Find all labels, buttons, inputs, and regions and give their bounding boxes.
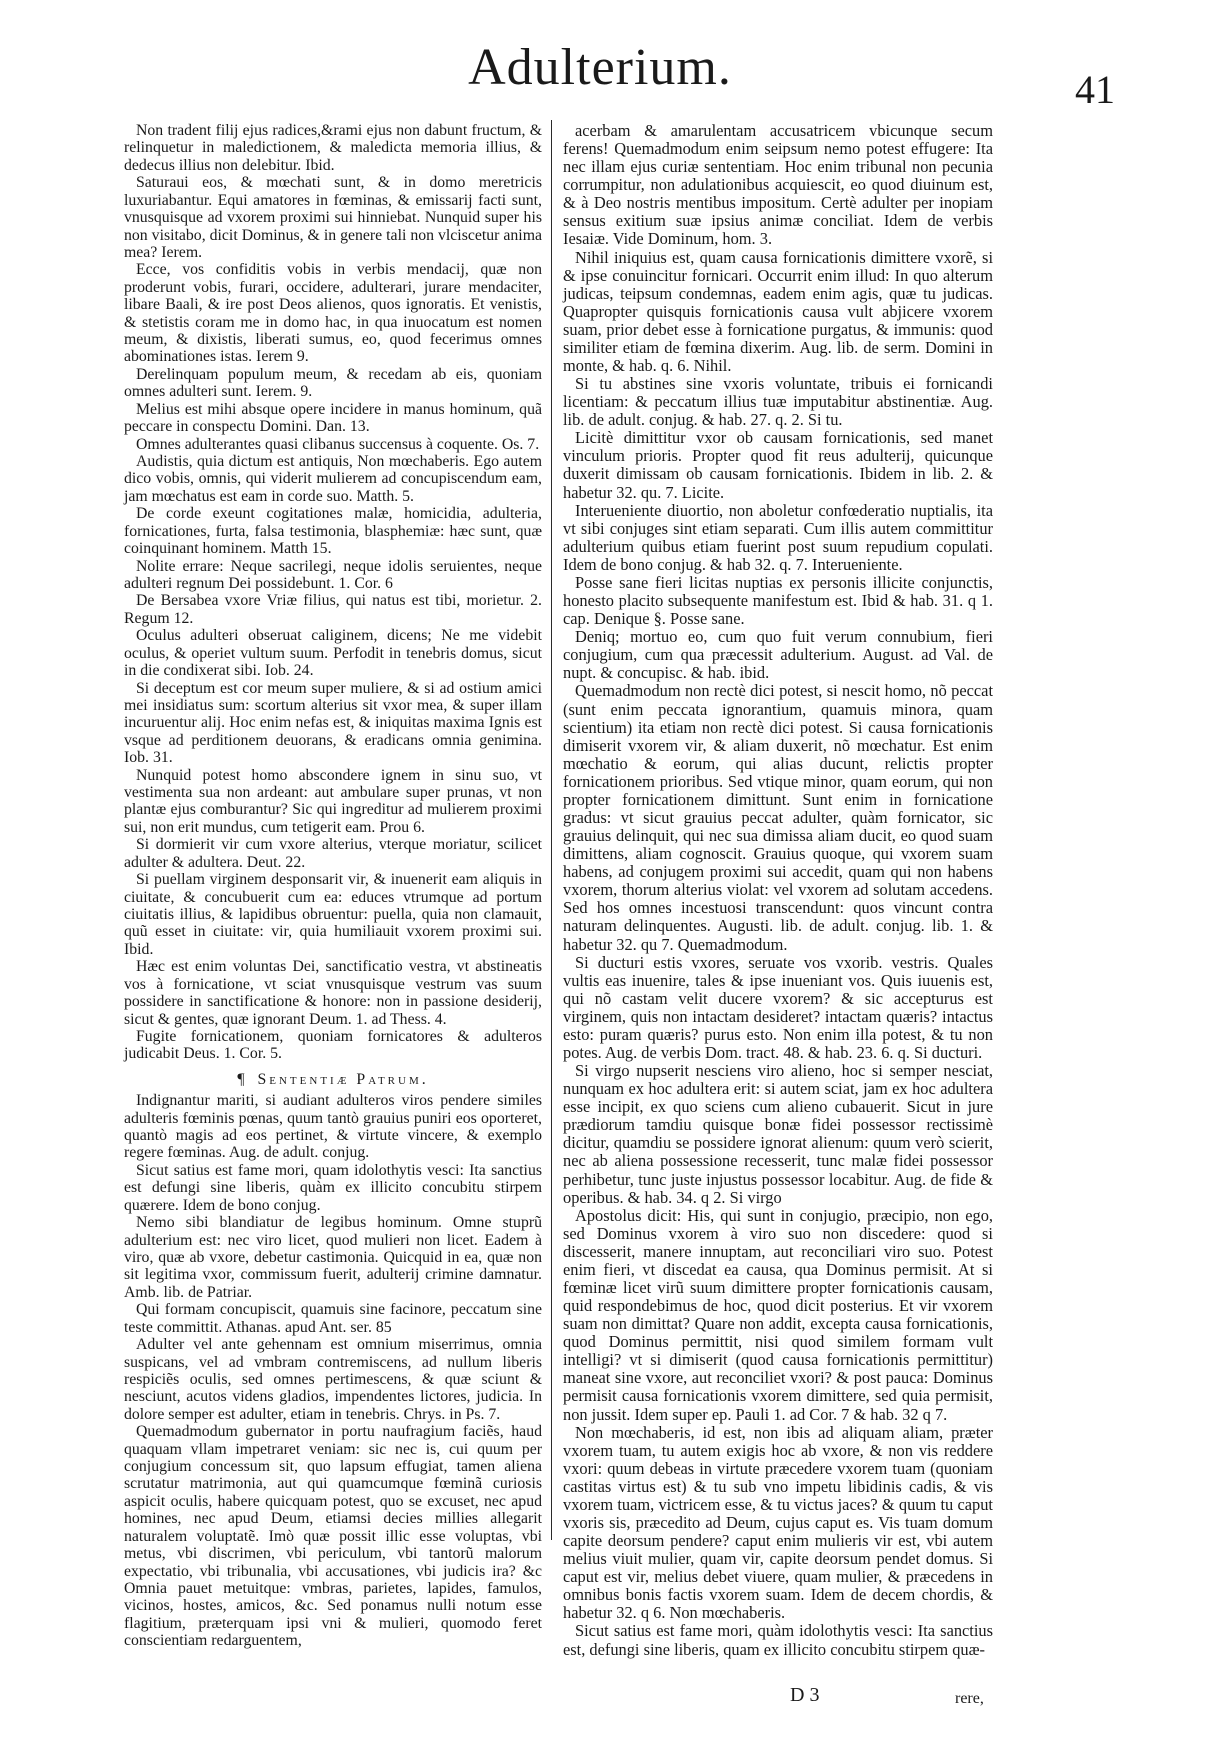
paragraph: Si virgo nupserit nesciens viro alieno, hoc si semper nesciat, nunquam ex hoc adultera erit: si autem sciat, jam ex hoc adultera esse incipit, ex quo sciens cum alieno cubauerit. Sicut in jure prædiorum tamdiu quisque bonæ fidei possessor rectissimè dicitur, quamdiu se possidere ignorat alienum: quum verò scierit, nec ab aliena possessione recesserit, tunc malæ fidei possessor perhibetur, tunc juste injustus possessor locabitur. Aug. de fide & operibus. & hab. 34. q 2. Si virgo (563, 1061, 993, 1207)
paragraph: Deniq; mortuo eo, cum quo fuit verum connubium, fieri conjugium, cum qua præcessit adulterium. August. ad Val. de nupt. & concupisc. & hab. ibid. (563, 627, 993, 683)
paragraph: Hæc est enim voluntas Dei, sanctificatio vestra, vt abstineatis vos à fornicatione, vt sciat vnusquisque vestrum vas suum possidere in sanctificatione & honore: non in passione desiderij, sicut & gentes, quæ ignorant Deum. 1. ad Thess. 4. (124, 958, 542, 1028)
paragraph: Apostolus dicit: His, qui sunt in conjugio, præcipio, non ego, sed Dominus vxorem à viro suo non discedere: quod si discesserit, manere innuptam, aut reconciliari viro suo. Potest enim fieri, vt discedat ea causa, qua Dominus permisit. At si fœminæ licet virũ suum dimittere propter fornicationis causam, quid respondebimus de hoc, quod dicit posterius. Et vir vxorem suam non dimittat? Quare non addit, excepta causa fornicationis, quod Dominus permittit, nisi quod similem formam vult intelligi? vt si dimiserit (quod causa fornicationis permittitur) maneat sine vxore, aut reconciliet vxori? & post pauca: Dominus permisit causa fornicationis vxorem dimittere, sed quia permisit, non jussit. Idem super ep. Pauli 1. ad Cor. 7 & hab. 32 q 7. (563, 1205, 993, 1424)
paragraph: Oculus adulteri obseruat caliginem, dicens; Ne me videbit oculus, & operiet vultum suum. Perfodit in tenebris domus, sicut in die condixerat sibi. Iob. 24. (124, 627, 542, 680)
paragraph: Indignantur mariti, si audiant adulteros viros pendere similes adulteris fœminis pœnas, quum tantò grauius puniri eos oporteret, quantò magis ad eos pertinet, & virtute vincere, & exemplo regere fœminas. Aug. de adult. conjug. (124, 1092, 542, 1162)
paragraph: Derelinquam populum meum, & recedam ab eis, quoniam omnes adulteri sunt. Ierem. 9. (124, 365, 542, 401)
paragraph: acerbam & amarulentam accusatricem vbicunque secum ferens! Quemadmodum enim seipsum nemo potest effugere: Ita nec illam ejus curiæ sententiam. Hoc enim tribunal non pecunia corrumpitur, non adulationibus acquiescit, eo quod diuinum est, & à Deo nostris mentibus impositum. Certè adulter per inopiam sensus exitium suæ ipsius animæ conciliat. Idem de verbis Iesaiæ. Vide Dominum, hom. 3. (563, 121, 993, 249)
paragraph: Non tradent filij ejus radices,&rami ejus non dabunt fructum, & relinquetur in maledictionem, & maledicta memoria illius, & dedecus illius non delebitur. Ibid. (124, 122, 542, 174)
paragraph: Adulter vel ante gehennam est omnium miserrimus, omnia suspicans, vel ad vmbram contremiscens, ad nullum liberis respiciẽs oculis, sed omnes pertimescens, & quæ sciunt & nesciunt, acutos videns gladios, impendentes lictores, judicia. In dolore semper est adulter, etiam in tenebris. Chrys. in Ps. 7. (124, 1336, 542, 1423)
paragraph: De Bersabea vxore Vriæ filius, qui natus est tibi, morietur. 2. Regum 12. (124, 592, 542, 627)
paragraph: Ecce, vos confiditis vobis in verbis mendacij, quæ non proderunt vobis, furari, occidere, adulterari, jurare mendaciter, libare Baali, & ire post Deos alienos, quos ignoratis. Et venistis, & stetistis coram me in domo hac, in qua inuocatum est nomen meum, & dixistis, liberati sumus, eo, quod fecerimus omnes abominationes istas. Ierem 9. (124, 261, 542, 366)
paragraph: Sicut satius est fame mori, quam idolothytis vesci: Ita sanctius est defungi sine liberis, quàm ex illicito concubitu stirpem quærere. Idem de bono conjug. (124, 1161, 542, 1214)
paragraph: Melius est mihi absque opere incidere in manus hominum, quã peccare in conspectu Domini. Dan. 13. (124, 400, 542, 436)
paragraph: Nunquid potest homo abscondere ignem in sinu suo, vt vestimenta sua non ardeant: aut ambulare super prunas, vt non plantæ ejus comburantur? Sic qui ingreditur ad mulierem proximi sui, non erit mundus, cum tetigerit eam. Prou 6. (124, 766, 542, 836)
paragraph: Nihil iniquius est, quam causa fornicationis dimittere vxorẽ, si & ipse conuincitur fornicari. Occurrit enim illud: In quo alterum judicas, teipsum condemnas, eadem enim agis, quæ tu judicas. Quapropter quisquis fornicationis causa vult abjicere vxorem suam, prior debet esse à fornicatione purgatus, & immunis: quod similiter etiam de fœmina dixerim. Aug. lib. de serm. Domini in monte, & hab. q. 6. Nihil. (563, 247, 993, 376)
pilcrow-icon: ¶ (237, 1070, 248, 1088)
left-column (124, 122, 542, 1650)
paragraph: Qui formam concupiscit, quamuis sine facinore, peccatum sine teste committit. Athanas. apud Ant. ser. 85 (124, 1301, 542, 1336)
paragraph: Licitè dimittitur vxor ob causam fornicationis, sed manet vinculum prioris. Propter quod fit reus adulterij, quicunque duxerit dimissam ob causam fornicationis. Ibidem in lib. 2. & habetur 32. qu. 7. Licite. (563, 428, 993, 502)
column-divider (551, 120, 552, 1540)
paragraph: Si puellam virginem desponsarit vir, & inuenerit eam aliquis in ciuitate, & concubuerit cum ea: educes vtrumque ad portum ciuitatis illius, & lapidibus obruentur: puella, quia non clamauit, quũ esset in ciuitate: vir, quia humiliauit vxorem proximi sui. Ibid. (124, 871, 542, 958)
paragraph: Quemadmodum non rectè dici potest, si nescit homo, nõ peccat (sunt enim peccata ignorantium, quamuis minora, quam scientium) ita etiam non rectè dici potest. Si causa fornicationis dimiserit vxorem vir, & aliam duxerit, nõ mœchatur. Est enim mœchatio & eorum, qui alias ducunt, relictis propter fornicationem prioribus. Sed vtique minor, quam eorum, qui non propter fornicationem dimittunt. Sunt enim in fornicatione gradus: vt sicut grauius peccat adulter, quàm fornicator, sic grauius delinquit, qui nec sua dimissa aliam ducit, eo quod suam dimittens, aliam cognoscit. Grauius quoque, qui vxorem suam habens, ad conjugem proximi sui accedit, quam qui non habens vxorem, thorum alterius violat: vel vxorem ad solutam accedens. Sed hos omnes incestuosi transcendunt: quos vincunt contra naturam delinquentes. Augusti. lib. de adult. conjug. lib. 1. & habetur 32. qu 7. Quemadmodum. (563, 681, 993, 954)
paragraph: Nolite errare: Neque sacrilegi, neque idolis seruientes, neque adulteri regnum Dei possidebunt. 1. Cor. 6 (124, 557, 542, 592)
paragraph: De corde exeunt cogitationes malæ, homicidia, adulteria, fornicationes, furta, falsa testimonia, blasphemiæ: hæc sunt, quæ coinquinant hominem. Matth 15. (124, 505, 542, 558)
section-heading (124, 1071, 542, 1088)
paragraph: Si tu abstines sine vxoris voluntate, tribuis ei fornicandi licentiam: & peccatum illius tuæ imputabitur abstinentiæ. Aug. lib. de adult. conjug. & hab. 27. q. 2. Si tu. (563, 374, 993, 430)
paragraph: Si deceptum est cor meum super muliere, & si ad ostium amici mei insidiatus sum: scortum alterius sit vxor mea, & super illam incuruentur alij. Hoc enim nefas est, & iniquitas maxima Ignis est vsque ad perditionem deuorans, & eradicans omnia genimina. Iob. 31. (124, 679, 542, 767)
paragraph: Audistis, quia dictum est antiquis, Non mœchaberis. Ego autem dico vobis, omnis, qui viderit mulierem ad concupiscendum eam, jam mœchatus est eam in corde suo. Matth. 5. (124, 453, 542, 505)
signature-mark: D 3 (790, 1684, 820, 1706)
paragraph: Saturaui eos, & mœchati sunt, & in domo meretricis luxuriabantur. Equi amatores in fœminas, & emissarij facti sunt, vnusquisque ad vxorem proximi sui hinniebat. Nunquid super his non visitabo, dicit Dominus, & in genere tali non vlciscetur anima mea? Ierem. (124, 174, 542, 261)
section-heading-text: Sententiæ Patrum. (257, 1070, 429, 1088)
catchword: rere, (955, 1690, 984, 1707)
page-title: Adulterium. (468, 39, 732, 96)
page-number: 41 (1075, 67, 1115, 112)
paragraph: Fugite fornicationem, quoniam fornicatores & adulteros judicabit Deus. 1. Cor. 5. (124, 1027, 542, 1063)
paragraph: Sicut satius est fame mori, quàm idolothytis vesci: Ita sanctius est, defungi sine liberis, quam ex illicito concubitu stirpem quæ- (563, 1621, 993, 1659)
paragraph: Si dormierit vir cum vxore alterius, vterque moriatur, scilicet adulter & adultera. Deut. 22. (124, 836, 542, 871)
paragraph: Non mœchaberis, id est, non ibis ad aliquam aliam, præter vxorem tuam, tu autem exigis hoc ab vxore, & non vis reddere vxori: quum debeas in virtute præcedere vxorem tuam (quoniam castitas virtus est) & tu sub vno impetu libidinis cadis, & vis vxorem tuam, victricem esse, & tu victus jaces? & quum tu caput vxoris sis, præcedito ad Deum, cujus caput es. Vis tuam domum capite deorsum pendere? caput enim mulieris vir est, vbi autem melius viuit mulier, quam vir, capite deorsum pendet domus. Si caput est vir, melius debet viuere, quam mulier, & præcedens in omnibus bonis factis vxorem suam. Idem de decem chordis, & habetur 32. q 6. Non mœchaberis. (563, 1422, 993, 1623)
paragraph: Si ducturi estis vxores, seruate vos vxorib. vestris. Quales vultis eas inuenire, tales & ipse inueniant vos. Quis iuuenis est, qui nõ castam velit ducere vxorem? & sic accepturus est virginem, quis non intactam desideret? intactam quæris? intactus esto: puram quæris? purus esto. Non enim illa potest, & tu non potes. Aug. de verbis Dom. tract. 48. & hab. 23. 6. q. Si ducturi. (563, 952, 993, 1062)
paragraph: Posse sane fieri licitas nuptias ex personis illicite conjunctis, honesto placito subsequente manifestum est. Ibid & hab. 31. q 1. cap. Denique §. Posse sane. (563, 572, 993, 629)
paragraph: Omnes adulterantes quasi clibanus succensus à coquente. Os. 7. (136, 435, 540, 453)
right-column (563, 122, 993, 1659)
paragraph: Interueniente diuortio, non aboletur confœderatio nuptialis, ita vt sibi conjuges sint etiam separati. Cum illis autem committitur adulterium quibus etiam fuerint post suum repudium copulati. Idem de bono conjug. & hab 32. q. 7. Interueniente. (563, 500, 993, 574)
paragraph: Quemadmodum gubernator in portu naufragium faciẽs, haud quaquam vllam impetraret veniam: sic nec is, cui quum per conjugium concessum sit, quo lapsum effugiat, tamen aliena scrutatur matrimonia, aut qui quamcumque fœminã curiosis aspicit oculis, habere quicquam potest, quo se excuset, nec apud homines, nec apud Deum, etiamsi decies millies allegarit naturalem voluptatẽ. Imò quæ possit illic esse voluptas, vbi metus, vbi discrimen, vbi periculum, vbi tantorũ malorum expectatio, vbi tribunalia, vbi accusationes, vbi judicis ira? &c Omnia pauet metuitque: vmbras, parietes, lapides, famulos, vicinos, hostes, amicos, &c. Sed ponamus nulli notum esse flagitium, præterquam ipsi vni & mulieri, quomodo feret conscientiam redarguentem, (124, 1423, 542, 1650)
paragraph: Nemo sibi blandiatur de legibus hominum. Omne stuprũ adulterium est: nec viro licet, quod mulieri non licet. Eadem à viro, quæ ab vxore, debetur castimonia. Quicquid in ea, quæ non sit legitima vxor, commissum fuerit, adulterij crimine damnatur. Amb. lib. de Patriar. (124, 1214, 542, 1301)
